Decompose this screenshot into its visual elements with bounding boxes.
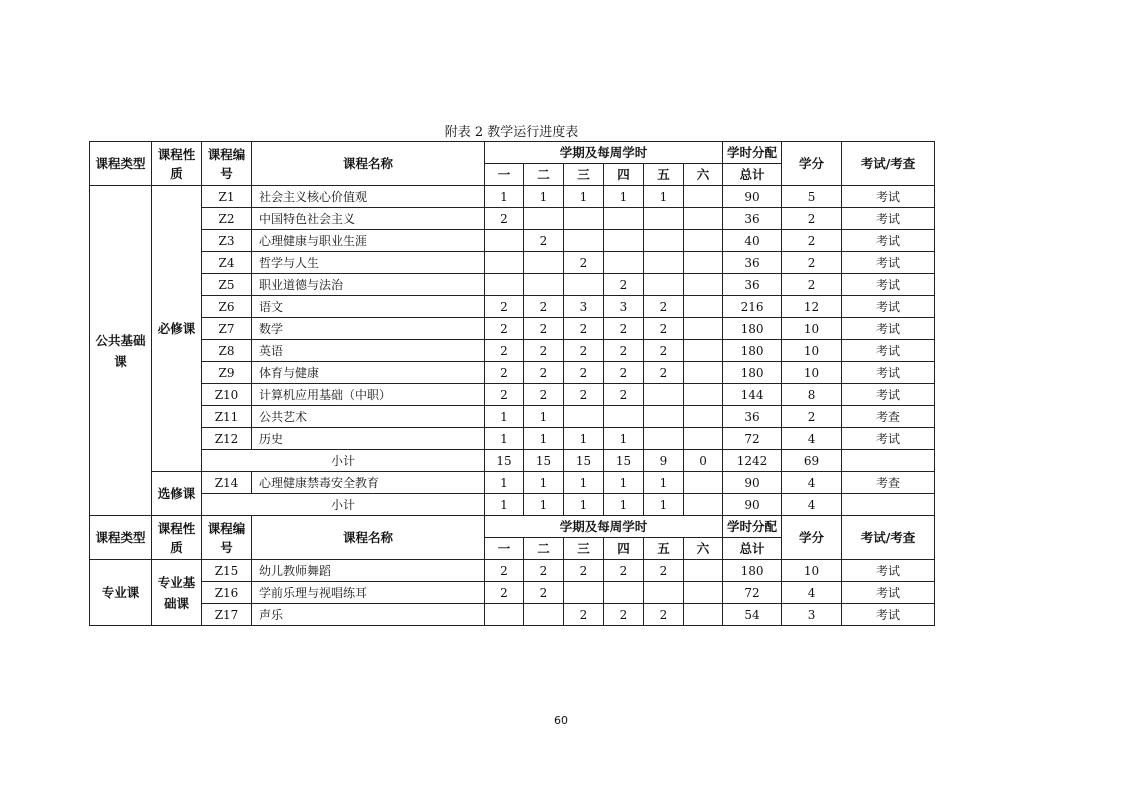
semester-hours [684, 428, 723, 450]
course-code: Z16 [202, 582, 252, 604]
hours-total: 54 [723, 604, 782, 626]
table-row [90, 340, 935, 362]
exam-type: 考试 [842, 252, 935, 274]
course-name: 心理健康禁毒安全教育 [252, 472, 485, 494]
semester-hours: 1 [604, 186, 644, 208]
exam-type: 考试 [842, 340, 935, 362]
hours-total: 180 [723, 560, 782, 582]
header-semester: 三 [564, 538, 604, 560]
header-semester: 六 [684, 538, 723, 560]
header-row [90, 516, 935, 538]
semester-hours [485, 230, 524, 252]
header-course-type: 课程类型 [90, 516, 152, 560]
header-credits: 学分 [782, 142, 842, 186]
semester-hours: 2 [524, 362, 564, 384]
semester-hours [604, 582, 644, 604]
exam-type: 考试 [842, 604, 935, 626]
semester-hours [564, 230, 604, 252]
course-code: Z12 [202, 428, 252, 450]
hours-total: 90 [723, 472, 782, 494]
subtotal-label: 小计 [202, 494, 485, 516]
semester-hours [524, 274, 564, 296]
semester-hours [684, 582, 723, 604]
semester-hours [524, 252, 564, 274]
table-row [90, 252, 935, 274]
semester-hours [564, 274, 604, 296]
course-code: Z10 [202, 384, 252, 406]
exam-type: 考试 [842, 362, 935, 384]
header-semester: 六 [684, 164, 723, 186]
subtotal-semester-hours: 15 [564, 450, 604, 472]
header-course-code: 课程编号 [202, 142, 252, 186]
exam-type: 考试 [842, 318, 935, 340]
course-code: Z4 [202, 252, 252, 274]
course-name: 英语 [252, 340, 485, 362]
table-row [90, 362, 935, 384]
credits: 2 [782, 406, 842, 428]
hours-total: 40 [723, 230, 782, 252]
semester-hours [644, 230, 684, 252]
credits: 5 [782, 186, 842, 208]
table-row [90, 296, 935, 318]
table-row [90, 186, 935, 208]
subtotal-semester-hours: 1 [485, 494, 524, 516]
hours-total: 36 [723, 252, 782, 274]
semester-hours [485, 252, 524, 274]
semester-hours: 2 [644, 296, 684, 318]
semester-hours: 1 [485, 186, 524, 208]
course-code: Z6 [202, 296, 252, 318]
hours-total: 216 [723, 296, 782, 318]
semester-hours: 2 [485, 362, 524, 384]
table-row [90, 230, 935, 252]
semester-hours [684, 472, 723, 494]
subtotal-semester-hours: 15 [524, 450, 564, 472]
semester-hours: 2 [485, 340, 524, 362]
semester-hours [644, 208, 684, 230]
semester-hours: 2 [485, 208, 524, 230]
semester-hours: 2 [604, 560, 644, 582]
course-name: 语文 [252, 296, 485, 318]
exam-type: 考试 [842, 230, 935, 252]
course-nature-required: 必修课 [152, 186, 202, 472]
semester-hours [684, 560, 723, 582]
semester-hours: 2 [485, 318, 524, 340]
header-semester: 二 [524, 164, 564, 186]
exam-type: 考查 [842, 406, 935, 428]
semester-hours [684, 318, 723, 340]
course-nature-elective: 选修课 [152, 472, 202, 516]
semester-hours [684, 230, 723, 252]
table-row [90, 604, 935, 626]
semester-hours: 2 [485, 582, 524, 604]
semester-hours: 1 [644, 472, 684, 494]
semester-hours: 2 [524, 318, 564, 340]
course-name: 社会主义核心价值观 [252, 186, 485, 208]
header-semester: 五 [644, 538, 684, 560]
semester-hours: 2 [604, 274, 644, 296]
course-code: Z7 [202, 318, 252, 340]
exam-type: 考试 [842, 428, 935, 450]
semester-hours: 2 [524, 340, 564, 362]
subtotal-row [90, 450, 935, 472]
course-name: 数学 [252, 318, 485, 340]
course-code: Z2 [202, 208, 252, 230]
semester-hours [564, 406, 604, 428]
credits: 10 [782, 362, 842, 384]
hours-total: 180 [723, 318, 782, 340]
exam-type: 考试 [842, 560, 935, 582]
semester-hours: 1 [604, 428, 644, 450]
semester-hours: 2 [564, 362, 604, 384]
table-row [90, 318, 935, 340]
credits: 12 [782, 296, 842, 318]
course-code: Z1 [202, 186, 252, 208]
semester-hours [684, 362, 723, 384]
course-name: 心理健康与职业生涯 [252, 230, 485, 252]
semester-hours: 2 [644, 340, 684, 362]
header-row [90, 142, 935, 164]
header-course-name: 课程名称 [252, 142, 485, 186]
subtotal-exam [842, 494, 935, 516]
hours-total: 36 [723, 406, 782, 428]
credits: 10 [782, 318, 842, 340]
semester-hours: 2 [644, 604, 684, 626]
semester-hours: 2 [564, 560, 604, 582]
credits: 10 [782, 340, 842, 362]
header-semester: 四 [604, 164, 644, 186]
semester-hours: 3 [564, 296, 604, 318]
course-code: Z15 [202, 560, 252, 582]
page-number: 60 [554, 714, 568, 727]
semester-hours: 1 [564, 186, 604, 208]
course-name: 公共艺术 [252, 406, 485, 428]
semester-hours: 2 [604, 604, 644, 626]
course-name: 计算机应用基础（中职） [252, 384, 485, 406]
subtotal-semester-hours: 9 [644, 450, 684, 472]
course-name: 体育与健康 [252, 362, 485, 384]
subtotal-row [90, 494, 935, 516]
credits: 8 [782, 384, 842, 406]
course-code: Z8 [202, 340, 252, 362]
header-semester: 二 [524, 538, 564, 560]
course-code: Z3 [202, 230, 252, 252]
header-exam: 考试/考查 [842, 142, 935, 186]
subtotal-semester-hours: 1 [564, 494, 604, 516]
semester-hours [604, 208, 644, 230]
subtotal-semester-hours: 1 [604, 494, 644, 516]
hours-total: 72 [723, 428, 782, 450]
exam-type: 考试 [842, 186, 935, 208]
semester-hours [684, 274, 723, 296]
course-code: Z17 [202, 604, 252, 626]
semester-hours: 1 [604, 472, 644, 494]
header-semester: 一 [485, 164, 524, 186]
semester-hours [644, 406, 684, 428]
semester-hours: 1 [644, 186, 684, 208]
semester-hours [524, 208, 564, 230]
semester-hours [644, 582, 684, 604]
course-name: 职业道德与法治 [252, 274, 485, 296]
semester-hours: 3 [604, 296, 644, 318]
credits: 4 [782, 582, 842, 604]
header-credits: 学分 [782, 516, 842, 560]
header-semester: 一 [485, 538, 524, 560]
credits: 2 [782, 230, 842, 252]
credits: 10 [782, 560, 842, 582]
subtotal-semester-hours: 1 [524, 494, 564, 516]
table-row [90, 384, 935, 406]
semester-hours: 2 [524, 296, 564, 318]
course-name: 学前乐理与视唱练耳 [252, 582, 485, 604]
exam-type: 考试 [842, 208, 935, 230]
semester-hours [684, 604, 723, 626]
semester-hours [644, 252, 684, 274]
header-course-nature: 课程性质 [152, 516, 202, 560]
semester-hours [644, 428, 684, 450]
course-code: Z9 [202, 362, 252, 384]
semester-hours [684, 208, 723, 230]
semester-hours [524, 604, 564, 626]
exam-type: 考试 [842, 296, 935, 318]
subtotal-label: 小计 [202, 450, 485, 472]
course-code: Z11 [202, 406, 252, 428]
header-semester-hours: 学期及每周学时 [485, 142, 723, 164]
schedule-table [89, 141, 935, 626]
course-code: Z5 [202, 274, 252, 296]
course-nature-major-foundation: 专业基础课 [152, 560, 202, 626]
semester-hours: 2 [644, 560, 684, 582]
course-name: 历史 [252, 428, 485, 450]
semester-hours: 1 [564, 428, 604, 450]
semester-hours [604, 230, 644, 252]
exam-type: 考试 [842, 274, 935, 296]
header-hours-total: 总计 [723, 538, 782, 560]
semester-hours [684, 186, 723, 208]
semester-hours [564, 208, 604, 230]
header-hours-total: 总计 [723, 164, 782, 186]
header-course-name: 课程名称 [252, 516, 485, 560]
semester-hours: 2 [604, 318, 644, 340]
semester-hours: 1 [485, 406, 524, 428]
hours-total: 36 [723, 274, 782, 296]
course-name: 中国特色社会主义 [252, 208, 485, 230]
semester-hours: 2 [564, 340, 604, 362]
semester-hours [485, 604, 524, 626]
semester-hours: 2 [604, 340, 644, 362]
exam-type: 考试 [842, 384, 935, 406]
semester-hours: 2 [604, 384, 644, 406]
hours-total: 36 [723, 208, 782, 230]
header-exam: 考试/考查 [842, 516, 935, 560]
semester-hours [684, 340, 723, 362]
semester-hours: 1 [524, 428, 564, 450]
hours-total: 90 [723, 186, 782, 208]
semester-hours [644, 384, 684, 406]
table-row [90, 560, 935, 582]
course-code: Z14 [202, 472, 252, 494]
exam-type: 考查 [842, 472, 935, 494]
semester-hours [684, 296, 723, 318]
semester-hours: 2 [604, 362, 644, 384]
semester-hours: 2 [485, 296, 524, 318]
semester-hours: 2 [524, 560, 564, 582]
subtotal-semester-hours: 1 [644, 494, 684, 516]
table-row [90, 428, 935, 450]
semester-hours [684, 384, 723, 406]
credits: 2 [782, 252, 842, 274]
hours-total: 72 [723, 582, 782, 604]
exam-type: 考试 [842, 582, 935, 604]
header-semester-hours: 学期及每周学时 [485, 516, 723, 538]
semester-hours: 2 [485, 560, 524, 582]
semester-hours: 2 [524, 384, 564, 406]
header-course-code: 课程编号 [202, 516, 252, 560]
semester-hours: 2 [564, 318, 604, 340]
semester-hours: 1 [524, 406, 564, 428]
header-course-type: 课程类型 [90, 142, 152, 186]
semester-hours: 2 [564, 604, 604, 626]
credits: 2 [782, 208, 842, 230]
credits: 4 [782, 428, 842, 450]
semester-hours: 2 [644, 362, 684, 384]
table-row [90, 472, 935, 494]
semester-hours [684, 406, 723, 428]
header-semester: 四 [604, 538, 644, 560]
semester-hours: 2 [485, 384, 524, 406]
course-name: 哲学与人生 [252, 252, 485, 274]
course-type-major: 专业课 [90, 560, 152, 626]
table-row [90, 406, 935, 428]
header-hours-alloc: 学时分配 [723, 516, 782, 538]
header-semester: 五 [644, 164, 684, 186]
subtotal-exam [842, 450, 935, 472]
semester-hours: 1 [485, 472, 524, 494]
subtotal-semester-hours [684, 494, 723, 516]
subtotal-semester-hours: 15 [485, 450, 524, 472]
course-type-public: 公共基础课 [90, 186, 152, 516]
semester-hours: 2 [564, 252, 604, 274]
subtotal-credits: 69 [782, 450, 842, 472]
semester-hours: 1 [485, 428, 524, 450]
semester-hours [564, 582, 604, 604]
course-name: 幼儿教师舞蹈 [252, 560, 485, 582]
credits: 4 [782, 472, 842, 494]
header-hours-alloc: 学时分配 [723, 142, 782, 164]
semester-hours: 2 [644, 318, 684, 340]
table-row [90, 274, 935, 296]
table-row [90, 208, 935, 230]
semester-hours [604, 252, 644, 274]
semester-hours [485, 274, 524, 296]
semester-hours [604, 406, 644, 428]
semester-hours: 1 [524, 472, 564, 494]
subtotal-semester-hours: 15 [604, 450, 644, 472]
semester-hours [644, 274, 684, 296]
course-name: 声乐 [252, 604, 485, 626]
hours-total: 180 [723, 362, 782, 384]
subtotal-semester-hours: 0 [684, 450, 723, 472]
subtotal-credits: 4 [782, 494, 842, 516]
header-course-nature: 课程性质 [152, 142, 202, 186]
semester-hours [684, 252, 723, 274]
table-caption: 附表 2 教学运行进度表 [444, 125, 579, 140]
semester-hours: 1 [564, 472, 604, 494]
semester-hours: 1 [524, 186, 564, 208]
header-semester: 三 [564, 164, 604, 186]
subtotal-hours-total: 1242 [723, 450, 782, 472]
hours-total: 144 [723, 384, 782, 406]
semester-hours: 2 [564, 384, 604, 406]
semester-hours: 2 [524, 582, 564, 604]
subtotal-hours-total: 90 [723, 494, 782, 516]
table-row [90, 582, 935, 604]
semester-hours: 2 [524, 230, 564, 252]
credits: 3 [782, 604, 842, 626]
hours-total: 180 [723, 340, 782, 362]
credits: 2 [782, 274, 842, 296]
